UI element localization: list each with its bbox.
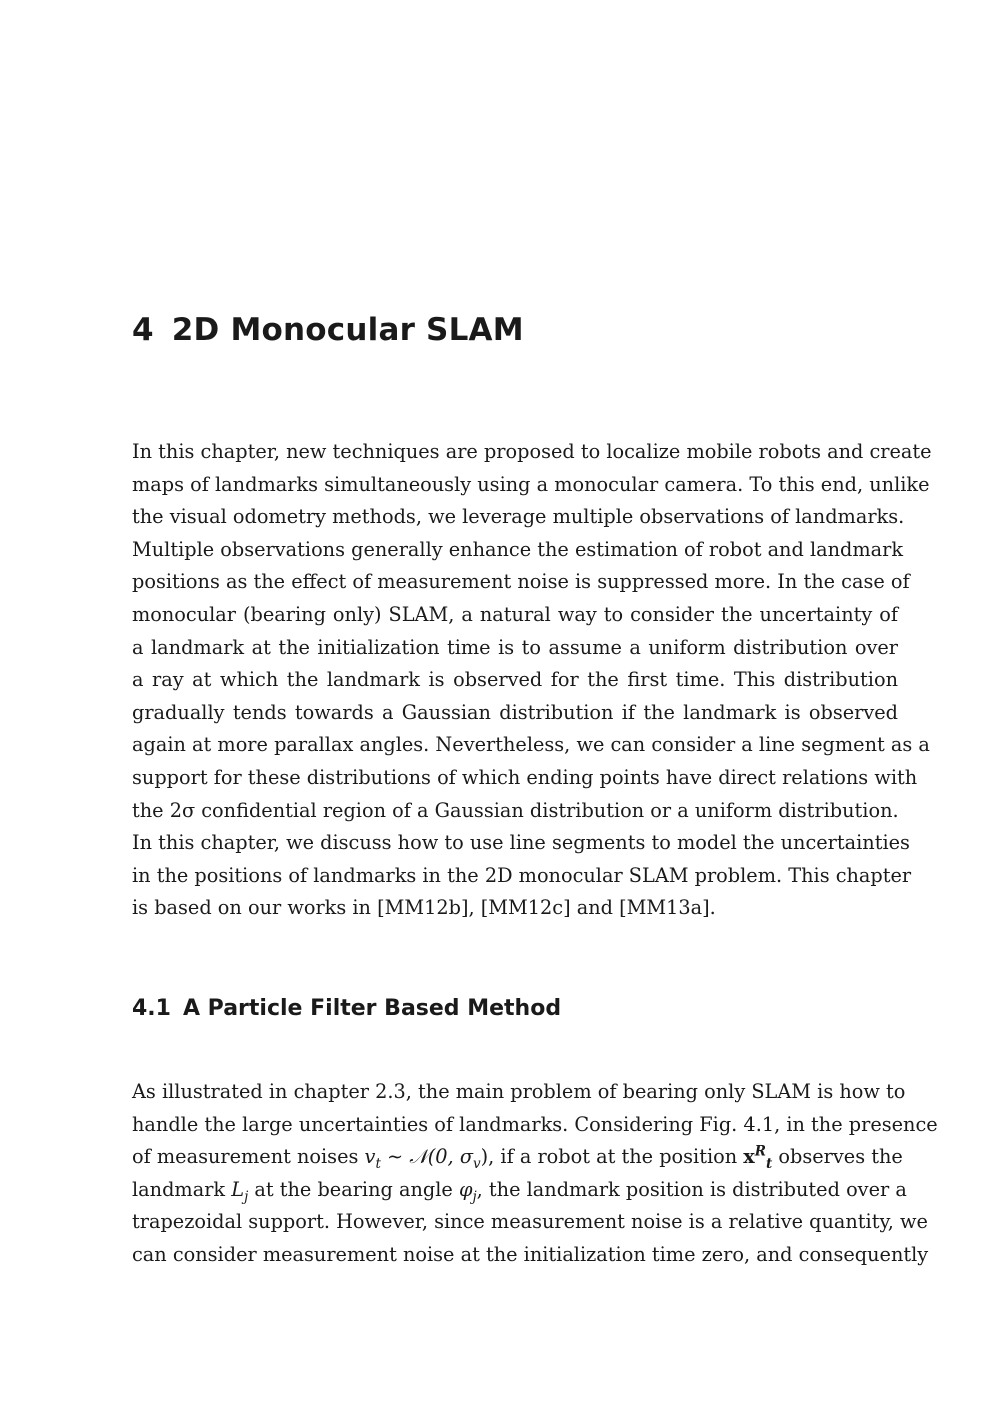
paragraph-line: In this chapter, new techniques are proposed to localize mobile robots and create [132, 440, 932, 463]
paragraph-line: In this chapter, we discuss how to use line segments to model the uncertainties [132, 831, 910, 855]
paragraph-line: the visual odometry methods, we leverage multiple observations of landmarks. [132, 505, 905, 529]
robot-position-variable: $x^R_t$ [743, 1143, 773, 1173]
chapter-number: 4 [132, 312, 154, 348]
section-title [132, 994, 561, 1024]
paragraph-line: As illustrated in chapter 2.3, the main problem of bearing only SLAM is how to [132, 1080, 906, 1103]
paragraph-line: gradually tends towards a Gaussian distribution if the landmark is observed [132, 700, 898, 724]
paragraph-line: trapezoidal support. However, since measurement noise is a relative quantity, we [132, 1210, 928, 1234]
paragraph-line: in the positions of landmarks in the 2D monocular SLAM problem. This chapter [132, 863, 912, 887]
bearing-angle-variable: $\varphi_j$ [458, 1177, 477, 1205]
paragraph-line: a ray at which the landmark is observed for the first time. This distribution [132, 668, 898, 692]
chapter-title [132, 310, 524, 350]
section-number: 4.1 [132, 996, 171, 1021]
paragraph-line: a landmark at the initialization time is to assume a uniform distribution over [132, 635, 898, 659]
section-paragraph [132, 1076, 938, 1272]
paragraph-line-with-math: of measurement noises $v_t$ ∼ 𝒩(0, $\sigma_v$), if a robot at the position $x^R_t$ observes the [132, 1143, 903, 1173]
paragraph-line: can consider measurement noise at the initialization time zero, and consequently [132, 1242, 929, 1266]
noise-distribution: ∼ 𝒩(0, $\sigma_v$ [387, 1145, 481, 1173]
paragraph-line: Multiple observations generally enhance the estimation of robot and landmark [132, 537, 904, 561]
paragraph-line: positions as the effect of measurement noise is suppressed more. In the case of [132, 570, 910, 594]
paragraph-line: handle the large uncertainties of landmarks. Considering Fig. 4.1, in the presence [132, 1112, 938, 1136]
paragraph-line: the 2σ confidential region of a Gaussian distribution or a uniform distribution. [132, 798, 899, 822]
chapter-title-text: 2D Monocular SLAM [171, 312, 524, 348]
paragraph-line-with-math: landmark $L_j$ at the bearing angle $\varphi_j$, the landmark position is distributed over a [132, 1177, 907, 1205]
paragraph-line: monocular (bearing only) SLAM, a natural way to consider the uncertainty of [132, 602, 898, 626]
paragraph-line: support for these distributions of which ending points have direct relations with [132, 765, 918, 789]
section-title-text: A Particle Filter Based Method [182, 996, 562, 1021]
intro-paragraph [132, 436, 932, 925]
landmark-variable: $L_j$ [231, 1177, 249, 1205]
paragraph-line: again at more parallax angles. Nevertheless, we can consider a line segment as a [132, 733, 930, 757]
paragraph-line: maps of landmarks simultaneously using a monocular camera. To this end, unlike [132, 472, 930, 496]
paragraph-line: is based on our works in [MM12b], [MM12c] and [MM13a]. [132, 896, 716, 920]
noise-variable: $v_t$ [364, 1145, 381, 1173]
